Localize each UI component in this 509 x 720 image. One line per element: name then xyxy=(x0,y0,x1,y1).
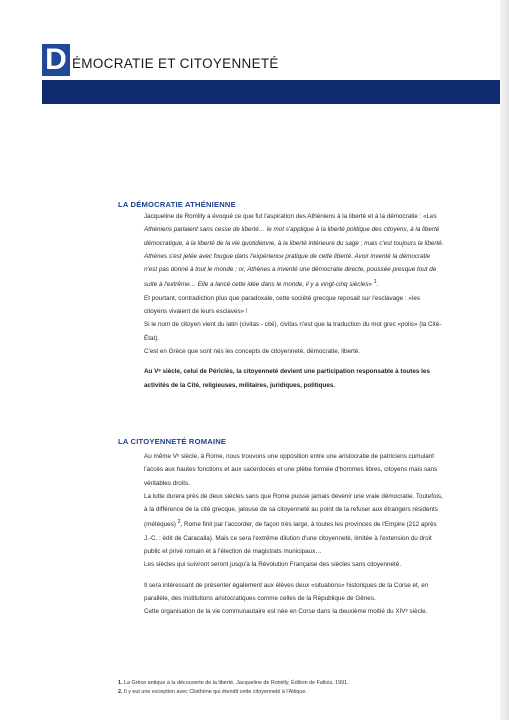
paragraph-siecles: Les siècles qui suivront seront jusqu'à la Révolution Française des siècles sans citoyenneté. xyxy=(144,561,402,569)
paragraph-lutte: La lutte durera près de deux siècles sans que Rome puisse jamais devenir une vraie démocratie. Toutefois, à la différence de la cité grecque, jalouse de sa citoyenneté au point de la refuser aux étrangers résidents (métèques) $^2$, Rome finit par l'accorder, de façon très large, à toutes les provinces de l'Empire (212 après J.-C. : édit de Caracalla). Mais ce sera l'extrême dilution d'une citoyenneté, limitée à l'extension du droit public et privé romain et à l'élection de magistrats municipaux… xyxy=(144,492,443,556)
footnote-ref-2: 2 xyxy=(177,519,181,526)
header-band xyxy=(42,80,500,104)
paragraph-patriciens: Au même Vᵉ siècle, à Rome, nous trouvons une opposition entre une aristocratie de patriciens cumulant l'accès aux hautes fonctions et aux sacerdoces et une plèbe formée d'hommes libres, citoyens mais sans véritables droits. xyxy=(144,453,438,487)
quote-romilly: Les Athéniens parlaient sans cesse de liberté… le mot s'applique à la liberté politique des citoyens, à la liberté démocratique, à la liberté de la vie quotidienne, à la liberté intérieure du sage ; mais c'est toujours la liberté. Athènes s'est jetée avec fougue dans l'expérience pratique de cette liberté. Avoir inventé la démocratie n'est pas donné à tout le monde ; or, Athènes a inventé une démocratie directe, poussée presque tout de suite à l'extrême… Elle a lancé cette idée dans le monde, il y a vingt-cinq siècles xyxy=(144,213,444,289)
dropcap-letter: D xyxy=(42,44,70,76)
section-heading-athenes: LA DÉMOCRATIE ATHÉNIENNE xyxy=(118,200,236,209)
paragraph-concepts: C'est en Grèce que sont nés les concepts de citoyenneté, démocratie, liberté. xyxy=(144,348,361,356)
section-body-rome xyxy=(144,450,444,619)
section-body-athenes xyxy=(144,210,444,392)
footnotes xyxy=(118,679,349,696)
page-title: ÉMOCRATIE ET CITOYENNETÉ xyxy=(72,56,279,71)
footnote-ref-1: 1 xyxy=(373,279,377,286)
paragraph-romilly: Jacqueline de Romilly a évoqué ce que fut l'aspiration des Athéniens à la liberté et à la démocratie : «Les Athéniens parlaient sans cesse de liberté… le mot s'applique à la liberté politique des citoyens, à la liberté démocratique, à la liberté de la vie quotidienne, à la liberté intérieure du sage ; mais c'est toujours la liberté. Athènes s'est jetée avec fougue dans l'expérience pratique de cette liberté. Avoir inventé la démocratie n'est pas donné à tout le monde ; or, Athènes a inventé une démocratie directe, poussée presque tout de suite à l'extrême… Elle a lancé cette idée dans le monde, il y a vingt-cinq siècles» $^1$. xyxy=(144,213,444,289)
footnote-1: 1. La Grèce antique à la découverte de la liberté. Jacqueline de Romilly, Édition de Fallois, 1991. xyxy=(118,680,349,686)
paragraph-esclavage: Et pourtant, contradiction plus que paradoxale, cette société grecque reposait sur l'esclavage : «les citoyens vivaient de leurs esclaves» ! xyxy=(144,294,420,316)
paragraph-organisation: Cette organisation de la vie communautaire est née en Corse dans la deuxième moitié du XIVᵉ siècle. xyxy=(144,608,428,616)
paragraph-civitas: Si le nom de citoyen vient du latin (civitas - cité), civitas n'est que la traduction du mot grec «polis» (la Cité-État). xyxy=(144,321,442,342)
section-heading-rome: LA CITOYENNETÉ ROMAINE xyxy=(118,437,227,446)
paragraph-corse: Il sera intéressant de présenter également aux élèves deux «situations» historiques de la Corse et, en parallèle, des institutions aristocratiques comme celles de la République de Gênes. xyxy=(144,581,429,603)
paragraph-pericles: Au Vᵉ siècle, celui de Périclès, la citoyenneté devient une participation responsable à toutes les activités de la Cité, religieuses, militaires, juridiques, politiques. xyxy=(144,368,430,389)
footnote-2: 2. Il y eut une exception avec Clisthène qui étendit cette citoyenneté à l'Attique. xyxy=(118,688,307,695)
page-edge xyxy=(500,0,509,720)
